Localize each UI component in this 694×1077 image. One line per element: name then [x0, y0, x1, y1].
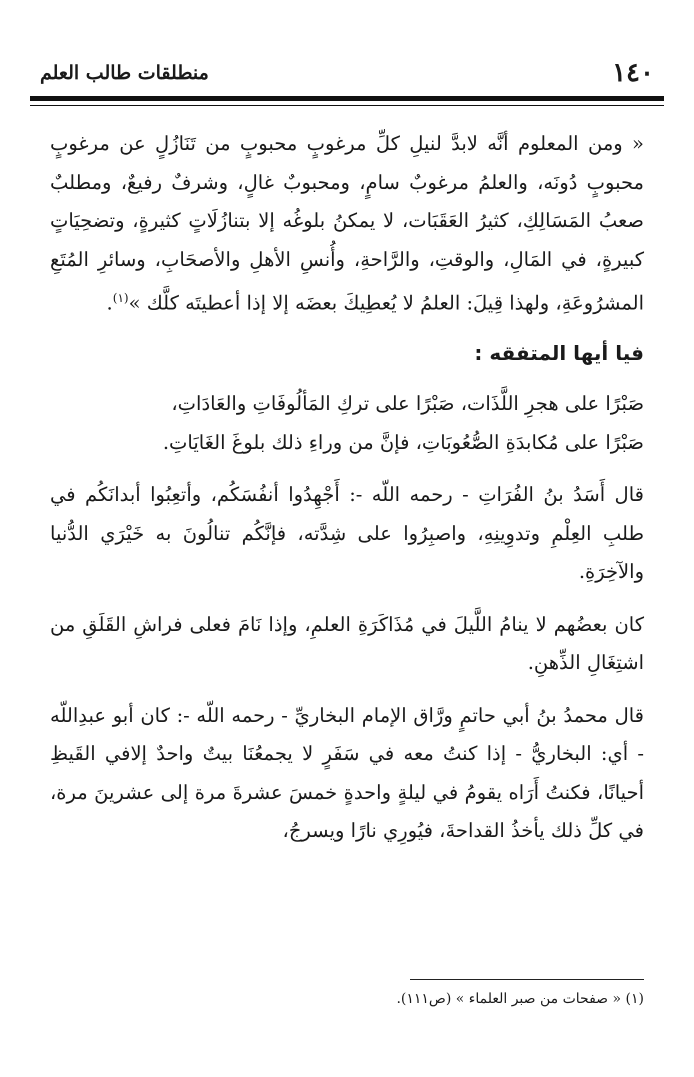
footnote-text: « صفحات من صبر العلماء » (ص١١١).	[396, 991, 622, 1007]
footnote-number: (١)	[625, 991, 644, 1007]
footnote	[50, 988, 644, 1010]
page-header	[30, 50, 664, 94]
section-heading: فيا أيها المتفقه :	[474, 341, 644, 365]
paragraph-patience-line-2: صَبْرًا على مُكابدَةِ الصُّعُوبَاتِ، فإنَّ من وراءِ ذلك بلوغَ الغَايَاتِ.	[162, 430, 644, 454]
running-title: منطلقات طالب العلم	[40, 62, 209, 84]
header-rule-thick	[30, 96, 664, 101]
paragraph-quote-text: « ومن المعلوم أنَّه لابدَّ لنيلِ كلِّ مرغوبٍ محبوبٍ من تَنَازُلٍ عن مرغوبٍ محبوبٍ دُونَه، والعلمُ مرغوبٌ سامٍ، ومحبوبٌ غالٍ، وشرفٌ رفيعٌ، ومطلبٌ صعبُ المَسَالِكِ، كثيرُ العَقَبَات، لا يمكنُ بلوغُه إلا بتنازُلَاتٍ كثيرةٍ، وتضحِيَاتٍ كبيرةٍ، في المَالِ، والوقتِ، والرَّاحةِ، وأُنسِ الأهلِ والأصحَابِ، وسائرِ المُتَعِ المشرُوعَةِ، ولهذا قِيلَ: العلمُ لا يُعطِيكَ بعضَه إلا إذا أعطيتَه كلَّك »	[50, 132, 644, 315]
page-number: ١٤٠	[612, 58, 654, 88]
header-rule-thin	[30, 105, 664, 106]
footnote-divider	[410, 979, 644, 980]
paragraph-bukhari-warraq: قال محمدُ بنُ أبي حاتمٍ ورَّاق الإمام البخاريِّ - رحمه اللّه -: كان أبو عبدِاللّه - أي: البخاريُّ - إذا كنتُ معه في سَفَرٍ لا يجمعُنَا بيتٌ واحدٌ إلافي القَيظِ أحيانًا، فكنتُ أَرَاه يقومُ في ليلةٍ واحدةٍ خمسَ عشرةَ مرة إلى عشرينَ مرة، في كلِّ ذلك يأخذُ القداحةَ، فيُورِي نارًا ويسرجُ،	[50, 703, 644, 842]
paragraph-asad-ibn-alfurat: قال أَسَدُ بنُ الفُرَاتِ - رحمه اللّه -: أَجْهِدُوا أنفُسَكُم، وأتعِبُوا أبدانَكُم في طلبِ العِلْمِ وتدوِينِهِ، واصبِرُوا على شِدَّته، فإنَّكُم تنالُونَ به خَيْرَي الدُّنيا والآخِرَةِ.	[50, 483, 644, 583]
page-body	[50, 125, 644, 851]
footnote-reference: (١)	[112, 291, 129, 305]
paragraph-quote: « ومن المعلوم أنَّه لابدَّ لنيلِ كلِّ مرغوبٍ محبوبٍ من تَنَازُلٍ عن مرغوبٍ محبوبٍ دُونَه، والعلمُ مرغوبٌ سامٍ، ومحبوبٌ غالٍ، وشرفٌ رفيعٌ، ومطلبٌ صعبُ المَسَالِكِ، كثيرُ العَقَبَات، لا يمكنُ بلوغُه إلا بتنازُلَاتٍ كثيرةٍ، وتضحِيَاتٍ كبيرةٍ، في المَالِ، والوقتِ، والرَّاحةِ، وأُنسِ الأهلِ والأصحَابِ، وسائرِ المُتَعِ المشرُوعَةِ، ولهذا قِيلَ: العلمُ لا يُعطِيكَ بعضَه إلا إذا أعطيتَه كلَّك »$^{(١)}$.	[50, 132, 644, 315]
paragraph-patience-line-1: صَبْرًا على هجرِ اللَّذَات، صَبْرًا على تركِ المَألُوفَاتِ والعَادَاتِ،	[171, 392, 644, 415]
paragraph-night-study: كان بعضُهم لا ينامُ اللَّيلَ في مُذَاكَرَةِ العلمِ، وإذا نَامَ فعلى فراشِ القَلَقِ من اشتِغَالِ الذِّهنِ.	[50, 612, 644, 674]
